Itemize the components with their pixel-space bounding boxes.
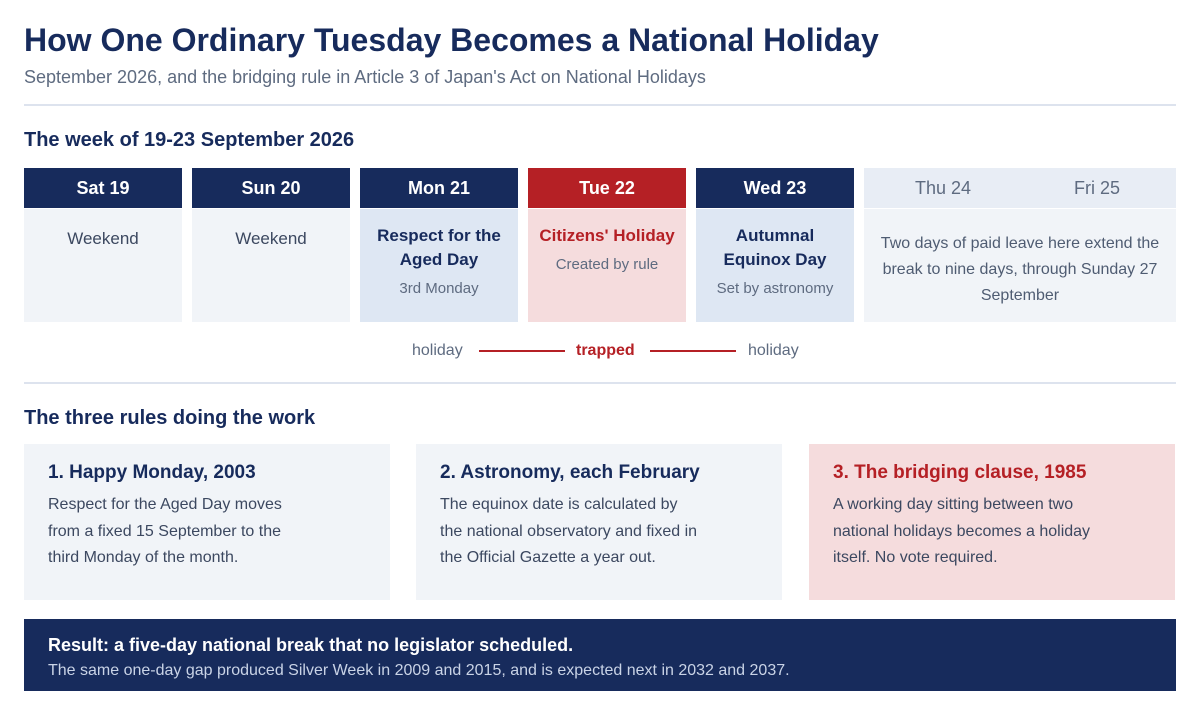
day-fri-25: Fri 25 (1018, 168, 1176, 208)
holiday-name: Autumnal Equinox Day (723, 226, 827, 269)
rule-card-happy-monday (24, 444, 390, 600)
result-title: Result: a five-day national break that no legislator scheduled. (48, 635, 574, 655)
rule-card-astronomy (416, 444, 782, 600)
day-thu-24: Thu 24 (864, 168, 1022, 208)
day-sat-19 (24, 168, 182, 322)
day-label: Mon 21 (360, 168, 518, 208)
week-heading: The week of 19-23 September 2026 (24, 129, 355, 151)
card-title: 2. Astronomy, each February (440, 462, 700, 483)
connector-right-label: holiday (748, 342, 799, 359)
day-tue-22 (528, 168, 686, 322)
card-title: 1. Happy Monday, 2003 (48, 462, 256, 483)
connector-left-label: holiday (412, 342, 463, 359)
divider (24, 104, 1176, 106)
divider (24, 382, 1176, 384)
connector-line-left (479, 350, 565, 352)
card-title: 3. The bridging clause, 1985 (833, 462, 1087, 483)
day-label: Sat 19 (24, 168, 182, 208)
result-text: The same one-day gap produced Silver Week in 2009 and 2015, and is expected next in 2032 and 2037. (48, 662, 790, 679)
holiday-name: Citizens' Holiday (539, 226, 675, 245)
connector-line-right (650, 350, 736, 352)
rule-card-bridging (809, 444, 1175, 600)
day-label: Wed 23 (696, 168, 854, 208)
workdays-note: Two days of paid leave here extend the break to nine days, through Sunday 27 September (864, 209, 1176, 322)
day-text: Weekend (67, 229, 139, 248)
card-text: A working day sitting between two national holidays becomes a holiday itself. No vote required. (833, 496, 1091, 566)
holiday-name: Respect for the Aged Day (377, 226, 501, 269)
holiday-note: 3rd Monday (399, 280, 479, 297)
card-text: The equinox date is calculated by the national observatory and fixed in the Official Gazette a year out. (440, 496, 698, 566)
holiday-note: Set by astronomy (716, 280, 834, 297)
card-text: Respect for the Aged Day moves from a fixed 15 September to the third Monday of the month. (48, 496, 282, 566)
day-mon-21 (360, 168, 518, 322)
page-subtitle: September 2026, and the bridging rule in Article 3 of Japan's Act on National Holidays (24, 67, 706, 87)
day-label: Sun 20 (192, 168, 350, 208)
day-text: Weekend (235, 229, 307, 248)
holiday-note: Created by rule (555, 256, 659, 273)
day-sun-20 (192, 168, 350, 322)
connector-middle-label: trapped (576, 342, 635, 359)
day-label: Tue 22 (528, 168, 686, 208)
result-banner (24, 619, 1176, 691)
page-title: How One Ordinary Tuesday Becomes a National Holiday (24, 22, 879, 58)
day-wed-23 (696, 168, 854, 322)
rules-heading: The three rules doing the work (24, 407, 316, 429)
